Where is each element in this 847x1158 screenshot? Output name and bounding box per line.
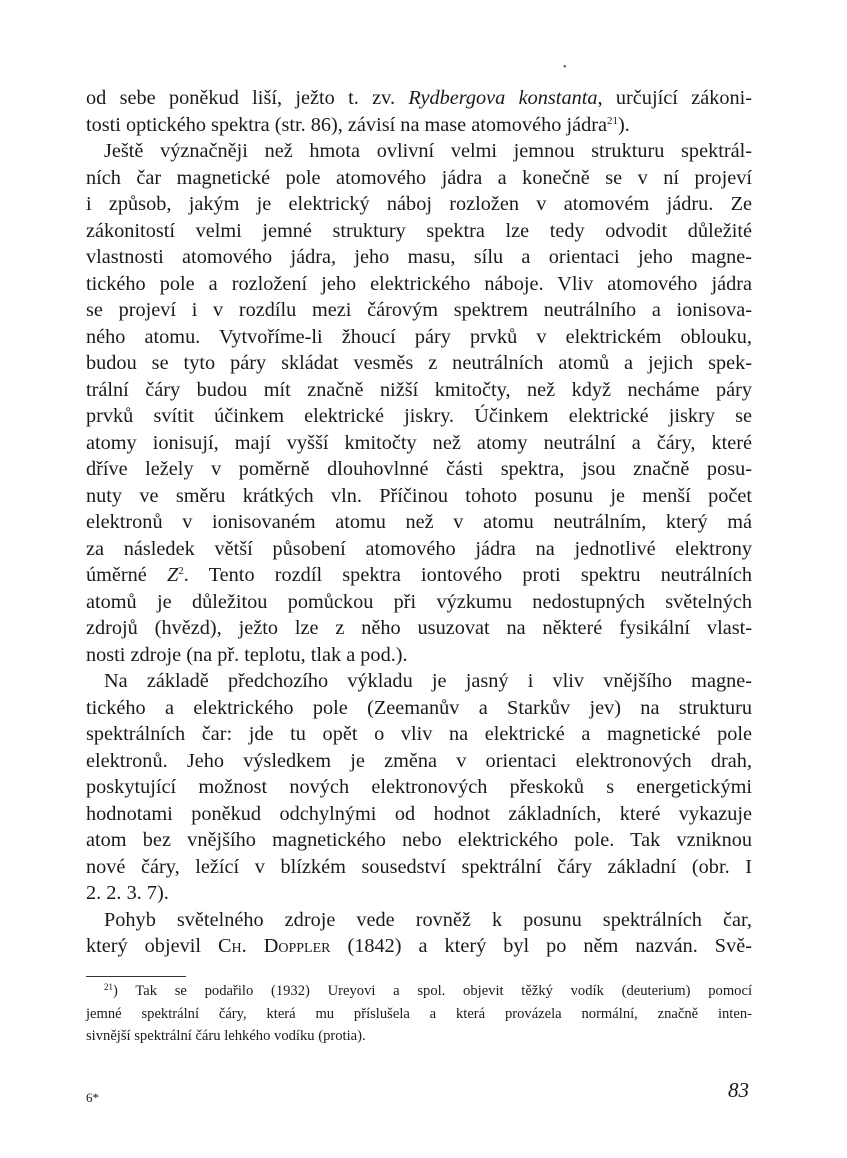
text-line: [86, 350, 752, 377]
text-line: [86, 138, 752, 165]
text-line: [86, 403, 752, 430]
text-line: [86, 244, 752, 271]
text-line: [86, 112, 752, 139]
superscript: 21: [606, 114, 618, 127]
footnote-divider: [86, 976, 186, 977]
text-run: ) Tak se podařilo (1932) Ureyovi a spol. objevit těžký vodík (deuterium) pomocí: [113, 983, 752, 999]
text-run: spektrálních čar: jde tu opět o vliv na elektrické a magnetické pole: [86, 723, 752, 745]
text-run: tického pole a rozložení jeho elektrického náboje. Vliv atomového jádra: [86, 272, 752, 295]
scan-mark: •: [563, 62, 567, 73]
text-run: ného atomu. Vytvoříme-li žhoucí páry prvků v elektrickém oblouku,: [86, 325, 752, 348]
text-run: tického a elektrického pole (Zeemanův a Starkův jev) na strukturu: [86, 696, 752, 719]
text-run: jemné spektrální čáry, která mu příslušela a která provázela normální, značně inten-: [86, 1005, 752, 1022]
page-number: 83: [728, 1078, 749, 1102]
text-run: elektronů. Jeho výsledkem je změna v orientaci elektronových drah,: [86, 749, 752, 772]
text-run: zákonitostí velmi jemné struktury spektra lze tedy odvodit důležité: [86, 219, 752, 242]
text-run: nosti zdroje (na př. teplotu, tlak a pod.).: [86, 643, 408, 666]
text-run: prvků svítit účinkem elektrické jiskry. Účinkem elektrické jiskry se: [86, 405, 752, 427]
superscript: 2: [178, 565, 184, 577]
text-line: [86, 774, 752, 801]
text-run: Ještě význačněji než hmota ovlivní velmi jemnou strukturu spektrál-: [104, 140, 752, 162]
text-line: [86, 218, 752, 245]
text-line: [86, 165, 752, 192]
text-line: [86, 642, 752, 669]
text-line: [86, 589, 752, 616]
text-line: [86, 191, 752, 218]
text-run: hodnotami poněkud odchylnými od hodnot základních, které vykazuje: [86, 802, 752, 825]
text-line: [86, 509, 752, 536]
text-line: [86, 85, 752, 112]
text-run: tosti optického spektra (str. 86), závisí na mase atomového jádra: [86, 113, 607, 136]
text-run: zdrojů (hvězd), ježto lze z něho usuzovat na některé fysikální vlast-: [86, 617, 752, 639]
text-run: i způsob, jakým je elektrický náboj rozložen v atomovém jádru. Ze: [86, 193, 752, 215]
footnote-line: [86, 1025, 752, 1048]
text-run: sivnější spektrální čáru lehkého vodíku (protia).: [86, 1028, 366, 1044]
text-run: nuty ve směru krátkých vln. Příčinou tohoto posunu je menší počet: [86, 484, 752, 507]
text-run: od sebe poněkud liší, ježto t. zv.: [86, 87, 409, 109]
text-line: [86, 483, 752, 510]
text-line: [86, 907, 752, 934]
text-line: [86, 668, 752, 695]
text-line: [86, 297, 752, 324]
text-line: [86, 721, 752, 748]
footnote-line: [86, 980, 752, 1003]
text-run: . Tento rozdíl spektra iontového proti spektru neutrálních: [183, 564, 752, 586]
text-line: [86, 695, 752, 722]
text-line: [86, 377, 752, 404]
text-run: se projeví i v rozdílu mezi čárovým spektrem neutrálního a ionisova-: [86, 299, 752, 321]
text-line: [86, 271, 752, 298]
text-line: [86, 827, 752, 854]
italic-text: Rydbergova konstanta: [408, 87, 598, 109]
text-line: [86, 801, 752, 828]
text-run: Pohyb světelného zdroje vede rovněž k posunu spektrálních čar,: [104, 908, 752, 931]
text-run: elektronů v ionisovaném atomu než v atomu neutrálním, který má: [86, 511, 752, 533]
text-run: Na základě předchozího výkladu je jasný i vliv vnějšího magne-: [104, 670, 752, 692]
printer-signature: 6*: [86, 1090, 99, 1105]
text-run: dříve ležely v poměrně dlouhovlnné části spektra, jsou značně posu-: [86, 458, 752, 480]
text-line: [86, 456, 752, 483]
small-caps-name: Ch. Doppler: [218, 935, 331, 957]
text-run: který objevil: [86, 935, 218, 957]
text-run: ních čar magnetické pole atomového jádra a konečně se v ní projeví: [86, 166, 752, 189]
text-run: budou se tyto páry skládat vesměs z neutrálních atomů a jejich spek-: [86, 352, 752, 374]
text-line: [86, 933, 752, 960]
text-run: poskytující možnost nových elektronových přeskoků s energetickými: [86, 776, 752, 798]
text-run: atomů je důležitou pomůckou při výzkumu nedostupných světelných: [86, 590, 752, 613]
text-run: (1842) a který byl po něm nazván. Svě-: [330, 935, 752, 957]
text-run: 2. 2. 3. 7).: [86, 882, 169, 904]
text-line: [86, 615, 752, 642]
text-run: trální čáry budou mít značně nižší kmitočty, než když necháme páry: [86, 378, 752, 401]
text-run: atomy ionisují, mají vyšší kmitočty než atomy neutrální a čáry, které: [86, 431, 752, 454]
text-run: úměrné: [86, 564, 168, 586]
footnote-line: [86, 1003, 752, 1026]
text-line: [86, 430, 752, 457]
text-line: [86, 854, 752, 881]
text-line: [86, 324, 752, 351]
text-run: za následek větší působení atomového jádra na jednotlivé elektrony: [86, 537, 752, 560]
footnote: [86, 980, 752, 1048]
text-line: [86, 536, 752, 563]
text-run: , určující zákoni-: [597, 87, 753, 109]
text-run: vlastnosti atomového jádra, jeho masu, sílu a orientaci jeho magne-: [86, 246, 752, 268]
main-text: [86, 85, 752, 960]
text-run: nové čáry, ležící v blízkém sousedství spektrální čáry základní (obr. I: [86, 855, 752, 878]
text-line: [86, 880, 752, 907]
italic-text: Z: [167, 564, 179, 586]
text-run: ).: [617, 113, 630, 136]
text-line: [86, 562, 752, 589]
superscript: 21: [104, 982, 113, 992]
text-run: atom bez vnějšího magnetického nebo elektrického pole. Tak vzniknou: [86, 829, 752, 851]
text-line: [86, 748, 752, 775]
